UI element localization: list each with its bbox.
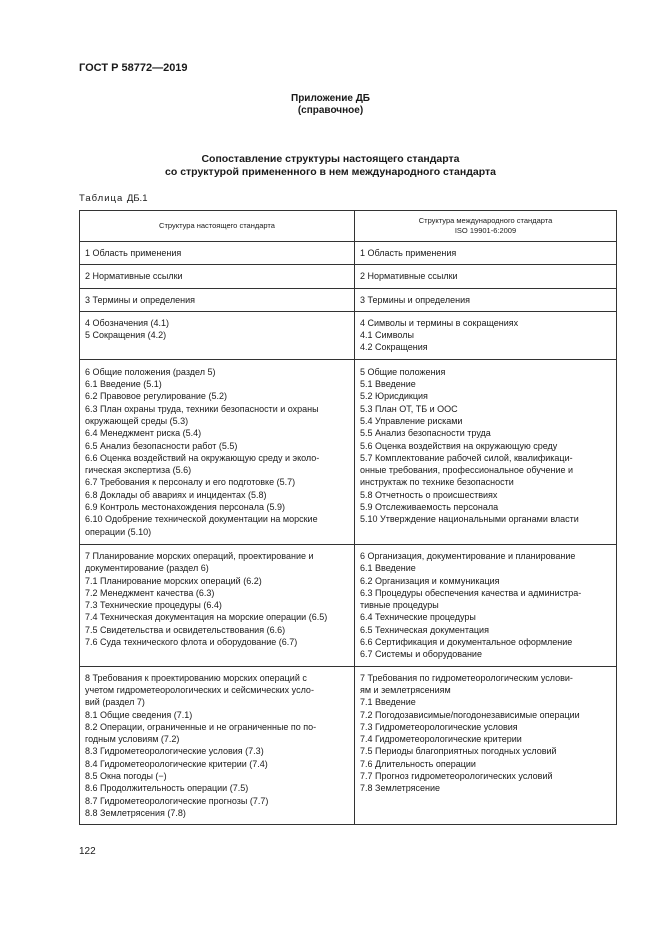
cell-line: 6 Организация, документирование и планирование bbox=[360, 550, 576, 561]
cell-line: 5.10 Утверждение национальными органами власти bbox=[360, 514, 579, 525]
cell-line: 8.5 Окна погоды (−) bbox=[85, 770, 167, 781]
cell-line: тивные процедуры bbox=[360, 600, 439, 611]
cell-line: 2 Нормативные ссылки bbox=[360, 271, 458, 282]
cell-line: окружающей среды (5.3) bbox=[85, 415, 189, 426]
cell-line: 5 Сокращения (4.2) bbox=[85, 330, 167, 341]
cell-international-structure bbox=[355, 544, 617, 666]
cell-national-structure bbox=[80, 359, 355, 544]
cell-line: 7.2 Погодозависимые/погодонезависимые операции bbox=[360, 709, 580, 720]
cell-line: 6.5 Техническая документация bbox=[360, 624, 489, 635]
page-number: 122 bbox=[79, 846, 96, 857]
cell-line: 6.1 Введение (5.1) bbox=[85, 379, 162, 390]
cell-line: 7.1 Планирование морских операций (6.2) bbox=[85, 575, 262, 586]
cell-international-structure bbox=[355, 359, 617, 544]
cell-line: 3 Термины и определения bbox=[360, 294, 470, 305]
cell-line: 8.8 Землетрясения (7.8) bbox=[85, 807, 186, 818]
cell-line: 2 Нормативные ссылки bbox=[85, 271, 183, 282]
cell-international-structure bbox=[355, 666, 617, 825]
cell-line: документирование (раздел 6) bbox=[85, 563, 209, 574]
cell-line: 6.10 Одобрение технической документации на морские bbox=[85, 514, 318, 525]
cell-line: 4.1 Символы bbox=[360, 330, 414, 341]
cell-line: 6.7 Требования к персоналу и его подготовке (5.7) bbox=[85, 477, 296, 488]
cell-line: 7.6 Суда технического флота и оборудование (6.7) bbox=[85, 637, 298, 648]
cell-line: 1 Область применения bbox=[360, 248, 457, 258]
cell-line: 5 Общие положения bbox=[360, 366, 446, 377]
cell-line: 8 Требования к проектированию морских операций с bbox=[85, 672, 307, 683]
cell-line: 7.8 Землетрясение bbox=[360, 783, 441, 794]
cell-line: 5.6 Оценка воздействия на окружающую среду bbox=[360, 440, 558, 451]
table-row bbox=[80, 311, 617, 359]
table-row bbox=[80, 359, 617, 544]
cell-line: 6.9 Контроль местонахождения персонала (5.9) bbox=[85, 502, 285, 513]
cell-line: 6.2 Правовое регулирование (5.2) bbox=[85, 391, 227, 402]
column-header-international: Структура международного стандарта ISO 19901-6:2009 bbox=[355, 211, 617, 242]
cell-national-structure bbox=[80, 242, 355, 265]
cell-line: 6.6 Оценка воздействий на окружающую среду и эколо- bbox=[85, 452, 320, 463]
table-row bbox=[80, 265, 617, 288]
cell-line: 7.4 Техническая документация на морские операции (6.5) bbox=[85, 612, 328, 623]
cell-line: 5.3 План ОТ, ТБ и ООС bbox=[360, 403, 458, 414]
table-row bbox=[80, 544, 617, 666]
cell-line: 7.2 Менеджмент качества (6.3) bbox=[85, 587, 215, 598]
table-caption-number: ДБ.1 bbox=[126, 193, 148, 204]
cell-line: 7.1 Введение bbox=[360, 697, 416, 708]
cell-line: 3 Термины и определения bbox=[85, 294, 195, 305]
table-row bbox=[80, 288, 617, 311]
annex-title: Приложение ДБ bbox=[291, 93, 370, 104]
cell-line: 8.7 Гидрометеорологические прогнозы (7.7) bbox=[85, 795, 269, 806]
cell-line: гическая экспертиза (5.6) bbox=[85, 465, 192, 476]
annex-subtitle: (справочное) bbox=[297, 105, 364, 116]
cell-line: 7.5 Периоды благоприятных погодных условий bbox=[360, 746, 557, 757]
cell-line: 6.3 План охраны труда, техники безопасности и охраны bbox=[85, 403, 319, 414]
cell-international-structure bbox=[355, 311, 617, 359]
comparison-table bbox=[79, 210, 617, 825]
table-row bbox=[80, 242, 617, 265]
cell-line: 8.3 Гидрометеорологические условия (7.3) bbox=[85, 746, 264, 757]
page-title-line-2: со структурой примененного в нем международного стандарта bbox=[165, 166, 496, 178]
cell-line: 6.5 Анализ безопасности работ (5.5) bbox=[85, 440, 238, 451]
cell-line: 6.4 Менеджмент риска (5.4) bbox=[85, 428, 202, 439]
cell-international-structure bbox=[355, 288, 617, 311]
cell-line: годным условиям (7.2) bbox=[85, 734, 180, 745]
cell-national-structure bbox=[80, 288, 355, 311]
cell-line: 6.8 Доклады об авариях и инцидентах (5.8) bbox=[85, 489, 267, 500]
table-caption-label: Таблица bbox=[79, 193, 124, 204]
cell-line: 8.4 Гидрометеорологические критерии (7.4) bbox=[85, 758, 268, 769]
cell-international-structure bbox=[355, 265, 617, 288]
cell-line: 5.7 Комплектование рабочей силой, квалификаци- bbox=[360, 452, 573, 463]
cell-line: 5.4 Управление рисками bbox=[360, 415, 463, 426]
column-header-national: Структура настоящего стандарта bbox=[80, 211, 355, 242]
cell-line: 7.3 Гидрометеорологические условия bbox=[360, 721, 518, 732]
annex-heading bbox=[0, 93, 661, 117]
table-caption bbox=[79, 193, 147, 204]
cell-line: операции (5.10) bbox=[85, 526, 152, 537]
cell-line: 5.8 Отчетность о происшествиях bbox=[360, 489, 498, 500]
cell-line: 4 Обозначения (4.1) bbox=[85, 317, 170, 328]
cell-line: 7.4 Гидрометеорологические критерии bbox=[360, 734, 522, 745]
cell-line: 5.2 Юрисдикция bbox=[360, 391, 428, 402]
cell-line: 6.3 Процедуры обеспечения качества и администра- bbox=[360, 587, 582, 598]
cell-line: 6.7 Системы и оборудование bbox=[360, 649, 482, 660]
page-title bbox=[0, 153, 661, 179]
cell-national-structure bbox=[80, 666, 355, 825]
cell-line: 8.1 Общие сведения (7.1) bbox=[85, 709, 193, 720]
cell-line: 7.7 Прогноз гидрометеорологических условий bbox=[360, 770, 553, 781]
cell-line: 7.6 Длительность операции bbox=[360, 758, 476, 769]
table-body bbox=[80, 242, 617, 825]
cell-international-structure bbox=[355, 242, 617, 265]
cell-line: 5.9 Отслеживаемость персонала bbox=[360, 502, 499, 513]
cell-line: вий (раздел 7) bbox=[85, 697, 145, 708]
cell-line: 6.1 Введение bbox=[360, 563, 416, 574]
cell-line: 4.2 Сокращения bbox=[360, 342, 428, 353]
cell-line: 1 Область применения bbox=[85, 248, 182, 258]
document-code: ГОСТ Р 58772—2019 bbox=[79, 62, 188, 74]
cell-line: 7.5 Свидетельства и освидетельствования (6.6) bbox=[85, 624, 286, 635]
table-header-row bbox=[80, 211, 617, 242]
cell-line: ям и землетрясениям bbox=[360, 684, 451, 695]
cell-line: онные требования, профессиональное обучение и bbox=[360, 465, 574, 476]
cell-line: 6.2 Организация и коммуникация bbox=[360, 575, 500, 586]
cell-line: 7 Требования по гидрометеорологическим услови- bbox=[360, 672, 573, 683]
cell-line: инструктаж по технике безопасности bbox=[360, 477, 514, 488]
cell-line: 5.1 Введение bbox=[360, 379, 416, 390]
cell-line: учетом гидрометеорологических и сейсмических усло- bbox=[85, 684, 314, 695]
cell-line: 6.4 Технические процедуры bbox=[360, 612, 476, 623]
cell-national-structure bbox=[80, 311, 355, 359]
table-row bbox=[80, 666, 617, 825]
page-title-line-1: Сопоставление структуры настоящего стандарта bbox=[201, 153, 460, 165]
cell-line: 8.2 Операции, ограниченные и не ограниченные по по- bbox=[85, 721, 317, 732]
cell-line: 4 Символы и термины в сокращениях bbox=[360, 317, 519, 328]
cell-national-structure bbox=[80, 544, 355, 666]
cell-line: 7 Планирование морских операций, проектирование и bbox=[85, 550, 314, 561]
cell-line: 6.6 Сертификация и документальное оформление bbox=[360, 637, 573, 648]
cell-line: 7.3 Технические процедуры (6.4) bbox=[85, 600, 222, 611]
cell-line: 8.6 Продолжительность операции (7.5) bbox=[85, 783, 249, 794]
cell-national-structure bbox=[80, 265, 355, 288]
cell-line: 6 Общие положения (раздел 5) bbox=[85, 366, 216, 377]
cell-line: 5.5 Анализ безопасности труда bbox=[360, 428, 491, 439]
